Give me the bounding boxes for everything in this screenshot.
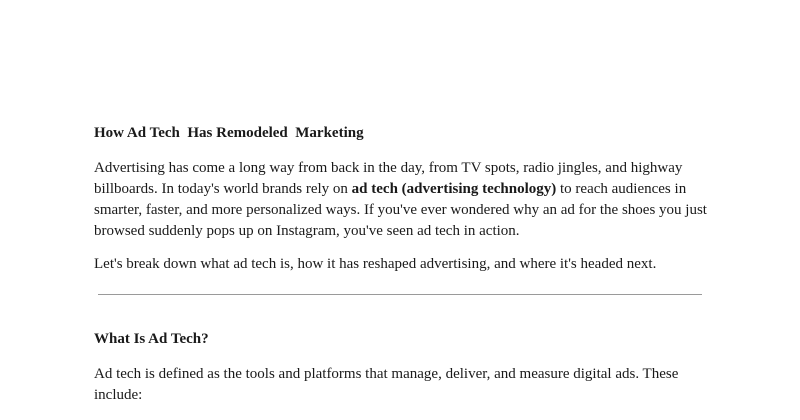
document-title: How Ad Tech Has Remodeled Marketing [94, 125, 364, 141]
section-heading: What Is Ad Tech? [94, 331, 209, 347]
document-body [94, 124, 714, 406]
section-paragraph: Ad tech is defined as the tools and platforms that manage, deliver, and measure digital ads. These include: [94, 366, 679, 403]
horizontal-divider [98, 294, 702, 295]
intro-text-before: Advertising has come a long way from back in the day, from TV spots, radio jingles, and highway billboards. In today's world brands rely on [94, 160, 683, 197]
intro-paragraph-2: Let's break down what ad tech is, how it has reshaped advertising, and where it's headed next. [94, 256, 657, 272]
intro-text-after: to reach audiences in smarter, faster, and more personalized ways. If you've ever wondered why an ad for the shoes you just browsed suddenly pops up on Instagram, you've seen ad tech in action. [94, 181, 707, 239]
intro-bold-term: ad tech (advertising technology) [351, 181, 557, 197]
intro-paragraph [94, 158, 714, 242]
